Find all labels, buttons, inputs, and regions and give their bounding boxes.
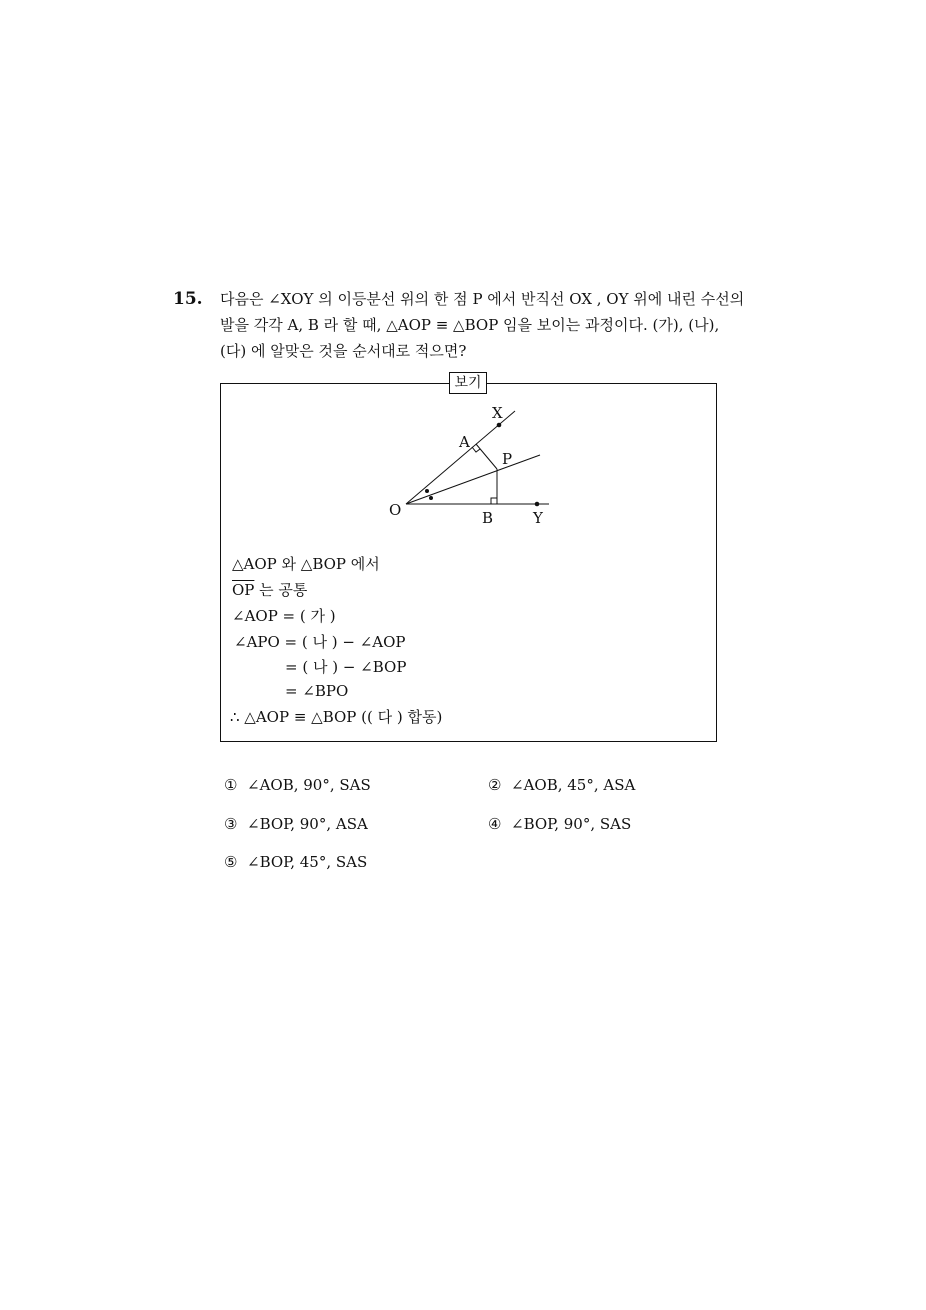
label-o: O (389, 501, 402, 519)
proof-line-3: ∠AOP = ( 가 ) (232, 607, 336, 625)
label-a: A (459, 433, 470, 451)
bisector-op (406, 455, 540, 504)
question-stem-line-1: 다음은 ∠XOY 의 이등분선 위의 한 점 P 에서 반직선 OX , OY 위에 내린 수선의 (220, 290, 745, 308)
proof-line-7: ∴ △AOP ≡ △BOP (( 다 ) 합동) (230, 708, 443, 726)
label-y: Y (533, 509, 543, 527)
label-b: B (482, 509, 494, 527)
question-stem-line-3: (다) 에 알맞은 것을 순서대로 적으면? (220, 342, 467, 360)
point-y (535, 502, 540, 507)
question-stem-line-2: 발을 각각 A, B 라 할 때, △AOP ≡ △BOP 임을 보이는 과정이다. (가), (나), (220, 316, 720, 334)
choice-1[interactable]: ① ∠AOB, 90°, SAS (224, 776, 371, 794)
choice-2[interactable]: ② ∠AOB, 45°, ASA (488, 776, 636, 794)
right-angle-mark-b (491, 498, 497, 504)
angle-mark-dot-2 (429, 496, 433, 500)
proof-line-4: ∠APO = ( 나 ) − ∠AOP (234, 633, 406, 651)
proof-line-6: = ∠BPO (285, 682, 349, 700)
proof-line-5: = ( 나 ) − ∠BOP (285, 658, 407, 676)
segment-op: $\overline{OP}$ (232, 581, 255, 599)
proof-line-2: $\overline{OP}$ 는 공통 (232, 581, 308, 599)
choice-5[interactable]: ⑤ ∠BOP, 45°, SAS (224, 853, 368, 871)
choice-3[interactable]: ③ ∠BOP, 90°, ASA (224, 815, 368, 833)
example-box-title: 보기 (449, 372, 487, 394)
choice-4[interactable]: ④ ∠BOP, 90°, SAS (488, 815, 632, 833)
point-x (497, 423, 502, 428)
proof-line-1: △AOP 와 △BOP 에서 (232, 555, 380, 573)
perpendicular-pa (476, 444, 497, 469)
label-p: P (502, 450, 513, 468)
label-x: X (492, 404, 503, 422)
question-number: 15. (173, 289, 203, 309)
angle-mark-dot-1 (425, 489, 429, 493)
